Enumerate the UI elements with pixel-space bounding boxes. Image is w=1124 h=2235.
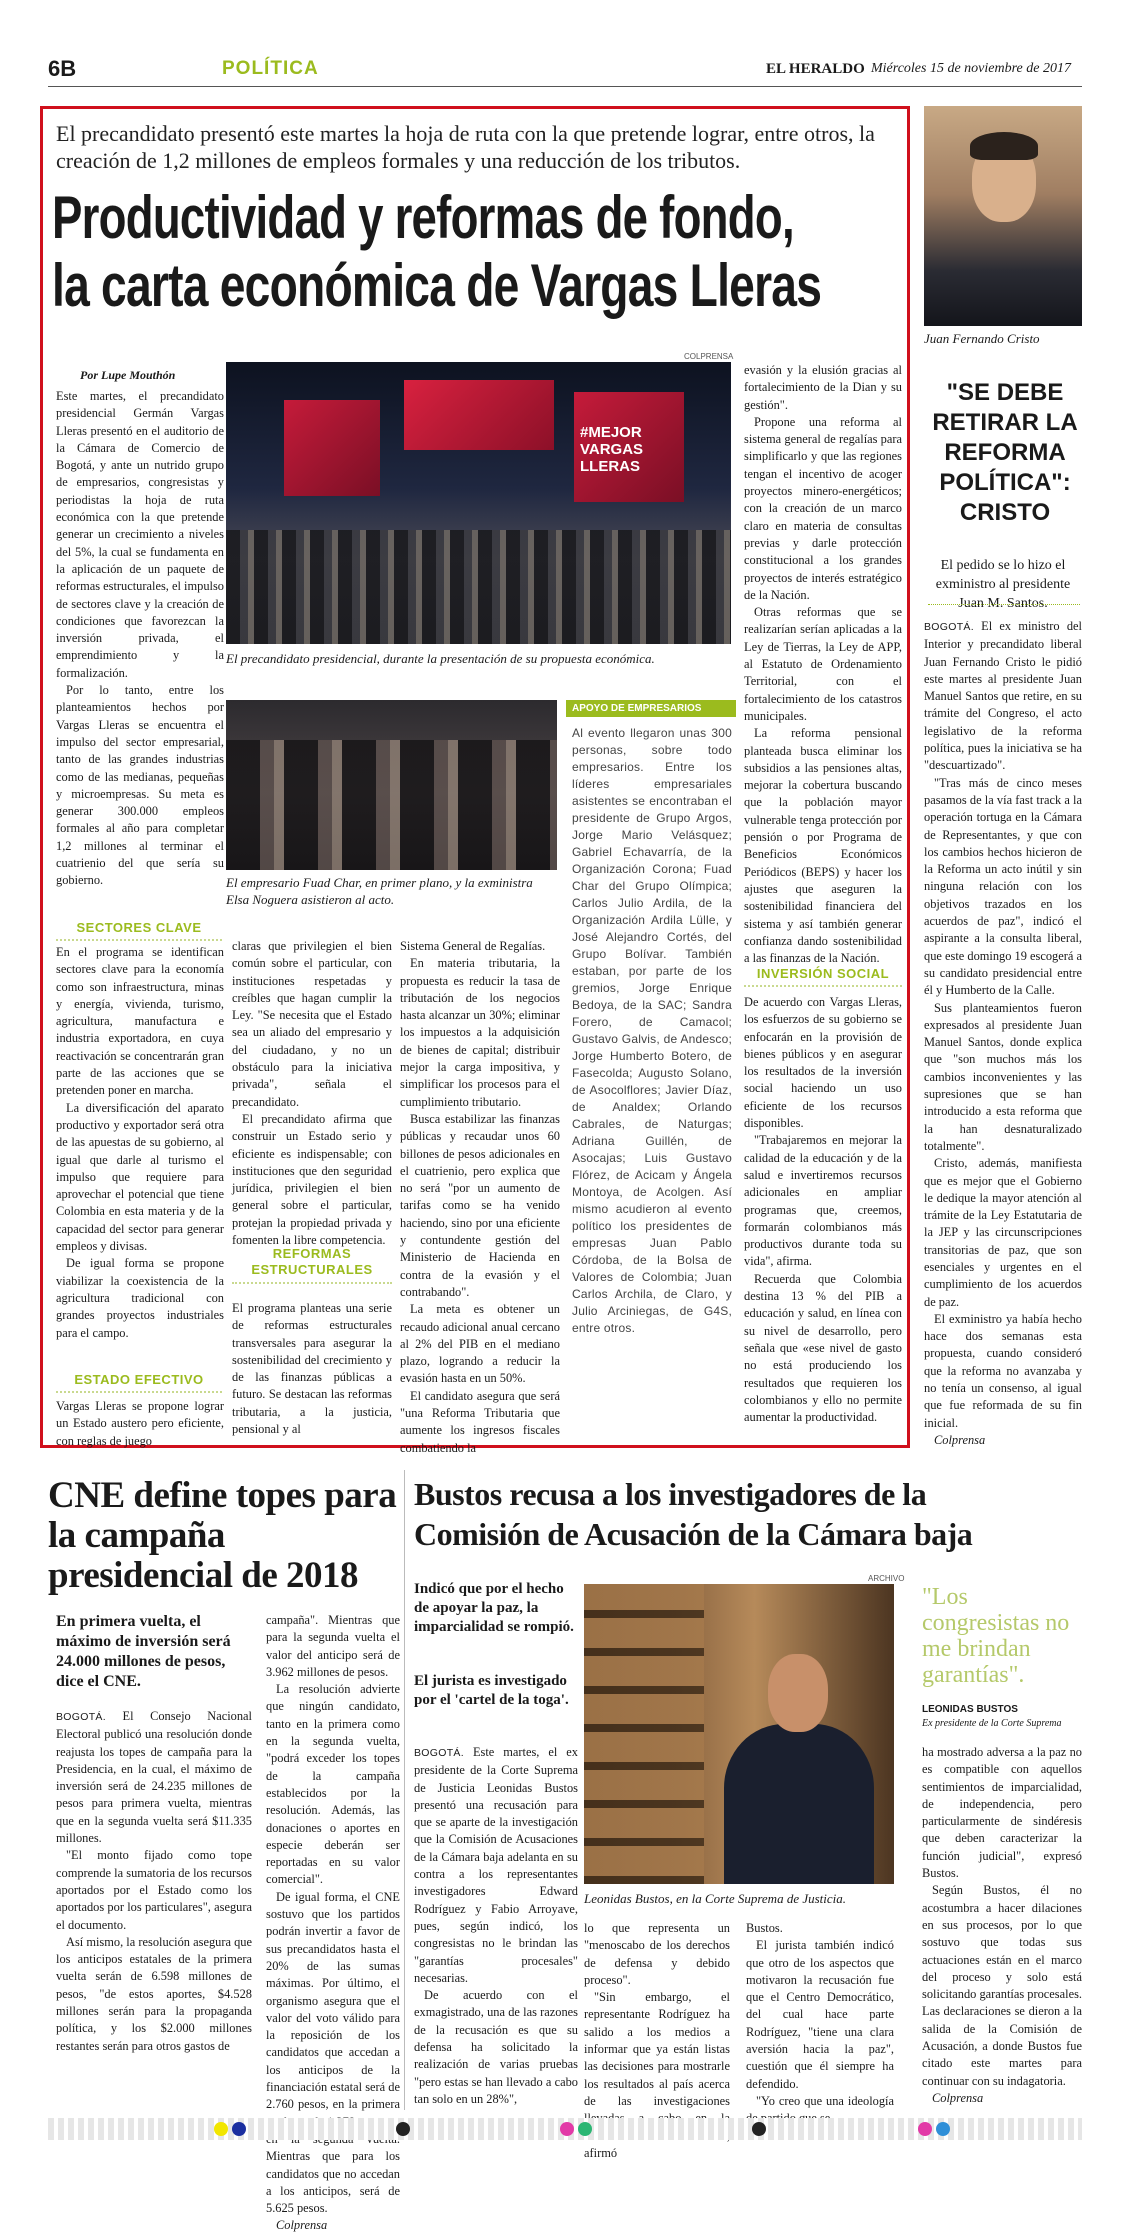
hair: [970, 132, 1038, 160]
paragraph: Sus planteamientos fueron expresados al presidente Juan Manuel Santos, donde explica que "son muchos más los cambios inconvenientes y las supresiones que se han introducido a esta reforma que la han desnaturalizado totalmente".: [924, 1000, 1082, 1153]
paragraph: Cristo, además, manifiesta que es mejor que el Gobierno le dedique la mayor atención al trámite de la Ley Estatutaria de la JEP y las circunscripciones transitorias de paz, que son esenciales y urgentes en el cumplimiento de los acuerdos de paz.: [924, 1156, 1082, 1309]
cristo-photo: [924, 106, 1082, 326]
headline-line-2: la carta económica de Vargas Lleras: [52, 252, 822, 319]
paragraph: En materia tributaria, la propuesta es reducir la tasa de tributación de los negocios hasta alcanzar un 30%; eliminar los impuestos a la adquisición de bienes de capital; distribuir mejor la carga impositiva, y simplificar los procesos para el cumplimiento tributario.: [400, 956, 560, 1109]
paragraph: "Sin embargo, el representante Rodríguez ha salido a los medios a informar que ya están listas las decisiones para mostrarle los resultados al país acerca de las investigaciones afirmó: [584, 1990, 730, 2160]
header-rule: [48, 86, 1082, 87]
main-col-3: [400, 938, 560, 1457]
main-story-headline: [52, 184, 902, 320]
main-col-5: [744, 362, 902, 967]
apoyo-box: [566, 700, 736, 1428]
cristo-photo-caption: Juan Fernando Cristo: [924, 331, 1040, 346]
bustos-photo: [584, 1584, 894, 1884]
issue-date: Miércoles 15 de noviembre de 2017: [871, 61, 1071, 76]
paragraph: La diversificación del aparato productivo y exportador será otra de las apuestas de su gobierno, al igual que darle al turismo el impulso que requiere para aprovechar el potencial que tiene Colombia en esta materia y de la capacidad del sector para generar empleos y divisas.: [56, 1100, 224, 1254]
bustos-headline-1: Bustos recusa a los investigadores de la: [414, 1476, 927, 1512]
paragraph: De igual forma se propone viabilizar la coexistencia de la agricultura tradicional con grandes proyectos industriales para el campo.: [56, 1256, 224, 1340]
cne-col-2: [266, 1612, 400, 2235]
screen-text: #MEJOR VARGAS LLERAS: [580, 424, 644, 475]
paragraph: El jurista también indicó que otro de los aspectos que motivaron la recusación fue que el Centro Democrático, del cual hace parte Rodríguez, "tiene una clara aversión hacia la paz", cuestión que él siempre ha defendido.: [746, 1938, 894, 2091]
dateline: BOGOTÁ.: [924, 621, 974, 633]
registration-dot: [918, 2122, 932, 2136]
main-photo-caption: El precandidato presidencial, durante la presentación de su propuesta económica.: [226, 651, 655, 666]
subhead-inversion: INVERSIÓN SOCIAL: [744, 962, 902, 987]
cne-col-1: [56, 1708, 252, 2055]
paragraph: BOGOTÁ. El Consejo Nacional Electoral publicó una resolución donde reajusta los topes de campaña para la Presidencia, en la cual, el máximo de inversión será de 24.235 millones de pesos para primera vuelta, mientras que en la segunda vuelta será $11.335 millones.: [56, 1709, 252, 1846]
paragraph: El precandidato afirma que construir un Estado serio y eficiente es indispensable; con instituciones que den seguridad jurídica, privilegien el bien general sobre el particular, protejan la propiedad privada y fomenten la libre competencia.: [232, 1111, 392, 1248]
registration-dot: [578, 2122, 592, 2136]
paragraph: campaña". Mientras que para la segunda vuelta el valor del anticipo será de 3.962 millones de pesos.: [266, 1613, 400, 1679]
credit: Colprensa: [934, 1432, 986, 1447]
paper-name: EL HERALDO: [766, 61, 865, 77]
paragraph: La reforma pensional planteada busca eliminar los subsidios a las pensiones altas, mejorar la cobertura buscando que la población mayor vulnerable tenga protección por pensión o por Programa de Beneficios Económicos Periódicos (BEPS) y hacer los ajustes que aseguren la sostenibilidad financiera del sistema y así también generar confianza dando sostenibilidad a las finanzas de la Nación.: [744, 726, 902, 966]
face: [768, 1654, 828, 1732]
page-number: 6B: [48, 56, 77, 81]
main-col-5b: [744, 994, 902, 1426]
registration-dot: [560, 2122, 574, 2136]
bustos-quote-name: LEONIDAS BUSTOS: [922, 1704, 1018, 1715]
registration-dot: [214, 2122, 228, 2136]
cne-deck: En primera vuelta, el máximo de inversión será 24.000 millones de pesos, dice el CNE.: [56, 1613, 231, 1690]
seated-people: [226, 740, 557, 870]
bustos-headline-2: Comisión de Acusación de la Cámara baja: [414, 1516, 973, 1552]
bustos-photo-credit: ARCHIVO: [868, 1574, 905, 1583]
paragraph: De acuerdo con el exmagistrado, una de las razones de la recusación es que su defensa ha solicitado la realización de varias pruebas "pero estas se han llevado a cabo tan solo en un 28%",: [414, 1988, 578, 2106]
paragraph: El exministro ya había hecho hace dos semanas esta propuesta, cuando consideró que la reforma no avanzaba y no tenía un consenso, al igual que fue reformada de su fin inicial.: [924, 1311, 1082, 1430]
cristo-headline: [916, 378, 1094, 528]
paragraph: lo que representa un "menoscabo de los derechos de defensa y debido proceso".: [584, 1921, 730, 1987]
subhead-reformas: REFORMAS ESTRUCTURALES: [232, 1242, 392, 1284]
suit: [724, 1724, 874, 1884]
paragraph: Otras reformas que se realizarían serían aplicadas a la Ley de Tierras, la Ley de APP, al Estatuto de Ordenamiento Territorial, con el fortalecimiento de los catastros municipales.: [744, 605, 902, 723]
paragraph: De acuerdo con Vargas Lleras, los esfuerzos de su gobierno se enfocarán en la provisión de bienes públicos y en asegurar los resultados de la inversión social haciendo un uso eficiente de los recursos disponibles.: [744, 995, 902, 1131]
credit: Colprensa: [932, 2090, 984, 2105]
bustos-col-4: [922, 1744, 1082, 2107]
apoyo-box-title: APOYO DE EMPRESARIOS: [566, 700, 736, 717]
bustos-quote-role: Ex presidente de la Corte Suprema: [922, 1718, 1062, 1729]
paragraph: "El monto fijado como tope comprende la sumatoria de los recursos aportados por el Estado como los aportados por los particulares", asegura el documento.: [56, 1848, 252, 1932]
credit: Colprensa: [276, 2218, 328, 2233]
dateline: BOGOTÁ.: [414, 1747, 464, 1759]
section-label: POLÍTICA: [222, 58, 319, 79]
paragraph: Según Bustos, él no acostumbra a hacer dilaciones en sus procesos, por lo que sostuvo que todas sus actuaciones están en el marco del proceso y solo está solicitando garantías procesales. Las declaraciones se dieron a la salida de la Comisión de Acusación, a donde Bustos fue citado este martes para continuar con su indagatoria.: [922, 1883, 1082, 2088]
bustos-photo-caption: Leonidas Bustos, en la Corte Suprema de Justicia.: [584, 1891, 847, 1906]
stage-screen-left: [284, 400, 380, 496]
byline: Por Lupe Mouthón: [80, 368, 176, 382]
photo-credit: COLPRENSA: [684, 352, 734, 361]
paragraph: evasión y la elusión gracias al fortalecimiento de la Dian y su gestión".: [744, 363, 902, 412]
bustos-divider: [404, 1470, 405, 2110]
paragraph: "Trabajaremos en mejorar la calidad de la educación y de la salud e invertiremos recursos adicionales en ampliar programas que, creemos, formarán colombianos más productivos durante toda su vida", afirma.: [744, 1133, 902, 1269]
second-event-photo: [226, 700, 557, 870]
subhead-estado: ESTADO EFECTIVO: [56, 1368, 222, 1393]
bustos-col-3: [746, 1920, 894, 2128]
main-col-2b: [232, 1300, 392, 1438]
bustos-deck-1: Indicó que por el hecho de apoyar la paz, la imparcialidad se rompió.: [414, 1581, 574, 1635]
audience: [226, 530, 731, 644]
bustos-pull-quote: "Los congresistas no me brindan garantías".: [922, 1584, 1070, 1688]
paragraph: El programa planteas una serie de reformas estructurales transversales para asegurar la sostenibilidad del crecimiento y de las finanzas públicas a futuro. Se destacan las reformas tributaria, a la justicia, pensional y al: [232, 1301, 392, 1437]
registration-dot: [232, 2122, 246, 2136]
paragraph: BOGOTÁ. Este martes, el ex presidente de la Corte Suprema de Justicia Leonidas Bustos presentó una recusación para que se aparte de la investigación que la Comisión de Acusaciones de la Cámara baja adelanta en su contra a los representantes investigadores Edward Rodríguez y Fabio Arroyave, pues, según indicó, los congresistas no le brindan las "garantías procesales" necesarias.: [414, 1745, 578, 1985]
main-event-photo: [226, 362, 731, 644]
headline-line-1: Productividad y reformas de fondo,: [52, 184, 794, 251]
bookshelf: [584, 1584, 704, 1884]
paragraph: Así mismo, la resolución asegura que los anticipos estatales de la primera vuelta serán de 6.598 millones de pesos, "de estos aportes, $4.528 millones serán para la propaganda política, y los $2.000 millones restantes serán para otros gastos de: [56, 1934, 252, 2053]
paragraph: La resolución advierte que ningún candidato, tanto en la primera como en la segunda vuelta, "podrá exceder los topes de la campaña establecidos por la resolución. Además, las donaciones o aportes en especie deberán ser reportadas en su valor comercial".: [266, 1682, 400, 1887]
main-col-1: [56, 388, 224, 890]
paragraph: En el programa se identifican sectores clave para la economía como son infraestructura, minas y energía, vivienda, turismo, agricultura, manufactura e industria exportadora, en cuya reactivación se concentrarán gran parte de las acciones que se pretenden poner en marcha.: [56, 945, 224, 1098]
paragraph: Busca estabilizar las finanzas públicas y recaudar unos 60 billones de pesos adicionales en el cuatrienio, pero explica que no será "por un aumento de tarifas como se ha venido haciendo, sino por una eficiente y contundente gestión del Ministerio de Hacienda en contra de la evasión y el contrabando".: [400, 1111, 560, 1299]
paragraph: "Yo creo que una ideología: [756, 2093, 894, 2108]
bustos-deck-2: El jurista es investigado por el 'cartel de la toga'.: [414, 1673, 569, 1708]
cristo-body: [924, 618, 1082, 1449]
paragraph: "Tras más de cinco meses pasamos de la vía fast track a la operación tortuga en la Cámara de Representantes, y que con los cambios hechos hicieron de la Reforma un acto inútil y sin ninguna relación con los objetivos trazados en los acuerdos de paz", indicó el aspirante a la consulta liberal, que este domingo 19 escogerá a su candidato presidencial entre él y Humberto de la Calle.: [924, 775, 1082, 998]
registration-dot: [752, 2122, 766, 2136]
cne-headline: CNE define topes para la campaña presidencial de 2018: [48, 1475, 397, 1596]
paragraph: El candidato asegura que será "una Reforma Tributaria que aumente los ingresos fiscales combatiendo la: [400, 1388, 560, 1455]
paragraph: Este martes, el precandidato presidencial Germán Vargas Lleras presentó en el auditorio de la Cámara de Comercio de Bogotá, y ante un nutrido grupo de empresarios, congresistas y periodistas la hoja de ruta económica con la que pretende generar un crecimiento a niveles del 5%, la cual se fundamenta en la aplicación de un paquete de reformas estructurales, el impulso de sectores clave y la creación de condiciones que favorezcan la inversión privada, el emprendimiento y la formalización.: [56, 389, 224, 680]
paragraph: La meta es obtener un recaudo adicional anual cercano al 2% del PIB en el mediano plazo, logrando a reducir la evasión hasta en un 50%.: [400, 1302, 560, 1386]
registration-dot: [936, 2122, 950, 2136]
main-col-2: [232, 938, 392, 1249]
stage-screen-center: [404, 380, 554, 450]
paragraph: Por lo tanto, entre los planteamientos hechos por Vargas Lleras se encuentra el impulso del sector empresarial, tanto de las grandes industrias como de las medianas, pequeñas y microempresas. Su meta es generar 300.000 empleos formales al año para completar 1,2 millones al terminar el cuatrienio del que sería su gobierno.: [56, 683, 224, 888]
paragraph: Sistema General de Regalías.: [400, 939, 546, 953]
subhead-sectores: SECTORES CLAVE: [56, 916, 222, 941]
paragraph: BOGOTÁ. El ex ministro del Interior y precandidato liberal Juan Fernando Cristo le pidió este martes al presidente Juan Manuel Santos que retire, en su trámite del Congreso, el acto legislativo de la reforma política, pues la iniciativa se ha "descuartizado".: [924, 619, 1082, 773]
paragraph: Recuerda que Colombia destina 13 % del PIB a educación y salud, en línea con su nivel de desarrollo, pero señala que «ese nivel de gasto no está produciendo los resultados que requieren los colombianos y ello no permite aumentar la productividad.: [744, 1271, 902, 1425]
main-story-deck: El precandidato presentó este martes la hoja de ruta con la que pretende lograr, entre otros, la creación de 1,2 millones de empleos formales y una reducción de los tributos.: [56, 121, 875, 173]
main-col-1b: [56, 944, 224, 1342]
cristo-rule: [928, 604, 1080, 605]
paragraph: Vargas Lleras se propone lograr un Estado austero pero eficiente, con reglas de juego: [56, 1399, 224, 1448]
paragraph: Propone una reforma al sistema general de regalías para simplificarlo y que las regiones tengan el incentivo de acoger proyectos minero-energéticos; con la creación de un marco claro en materia de consultas previas y darle protección constitucional a los grandes proyectos de interés estratégico de la Nación.: [744, 414, 902, 602]
dateline: BOGOTÁ.: [56, 1711, 106, 1723]
cristo-headline-text: "SE DEBE RETIRAR LA REFORMA POLÍTICA": CRISTO: [932, 379, 1078, 526]
apoyo-box-text: Al evento llegaron unas 300 personas, sobre todo empresarios. Entre los líderes empresariales asistentes se encontraban el presidente de Grupo Argos, Jorge Mario Velásquez; Gabriel Echavarría, de la Organización Corona; Fuad Char del Grupo Olímpica; Carlos Julio Ardila, de la Organización Ardila Lülle, y José Alejandro Cortés, del Grupo Bolívar. También estaban, por parte de los gremios, Jorge Enrique Bedoya, de la SAC; Sandra Forero, de Camacol; Gustavo Galvis, de Andesco; Jorge Humberto Botero, de Fasecolda; Augusto Solano, de Asocolflores; Javier Díaz, de Analdex; Orlando Cabrales, de Naturgas; Adriana Guillén, de Asocajas; Luis Gustavo Flórez, de Acicam y Ángela Montoya, de Acolgen. Así mismo acudieron al evento político los presidentes de empresas Juan Pablo Córdoba, de la Bolsa de Valores de Colombia; Juan Carlos Archila, de Claro, y Julio Arciniegas, de G4S, entre otros.: [572, 726, 732, 1335]
bustos-col-1: [414, 1744, 578, 2108]
second-photo-caption: El empresario Fuad Char, en primer plano, y la exministra Elsa Noguera asistieron al acto.: [226, 875, 533, 907]
paragraph: claras que privilegien el bien común sobre el particular, con instituciones respetadas y creíbles que hagan cumplir la Ley. "Se necesita que el Estado sea un aliado del empresario y del ciudadano, y no un obstáculo para la iniciativa privada", señala el precandidato.: [232, 939, 392, 1109]
paragraph: Bustos.: [746, 1921, 783, 1935]
paragraph: De igual forma, el CNE sostuvo que los partidos podrán invertir a favor de sus precandidatos hasta el 20% de las sumas máximas. Por último, el organismo asegura que el valor del voto válido para la reposición de los candidatos que accedan a los anticipos de la financiación estatal será de 2.760 pesos, en la primera Mientras que para los candidatos que no accedan a los anticipos, será de 5.625 pesos.: [266, 1889, 400, 2216]
main-col-1c: [56, 1398, 224, 1450]
cristo-deck: El pedido se lo hizo el exministro al presidente Juan M. Santos.: [935, 558, 1071, 611]
paragraph: ha mostrado adversa a la paz no es compatible con aquellos sentimientos de imparcialidad, de independencia, pero particularmente de sindéresis que deben caracterizar la función judicial", expresó Bustos.: [922, 1745, 1082, 1881]
registration-dot: [396, 2122, 410, 2136]
